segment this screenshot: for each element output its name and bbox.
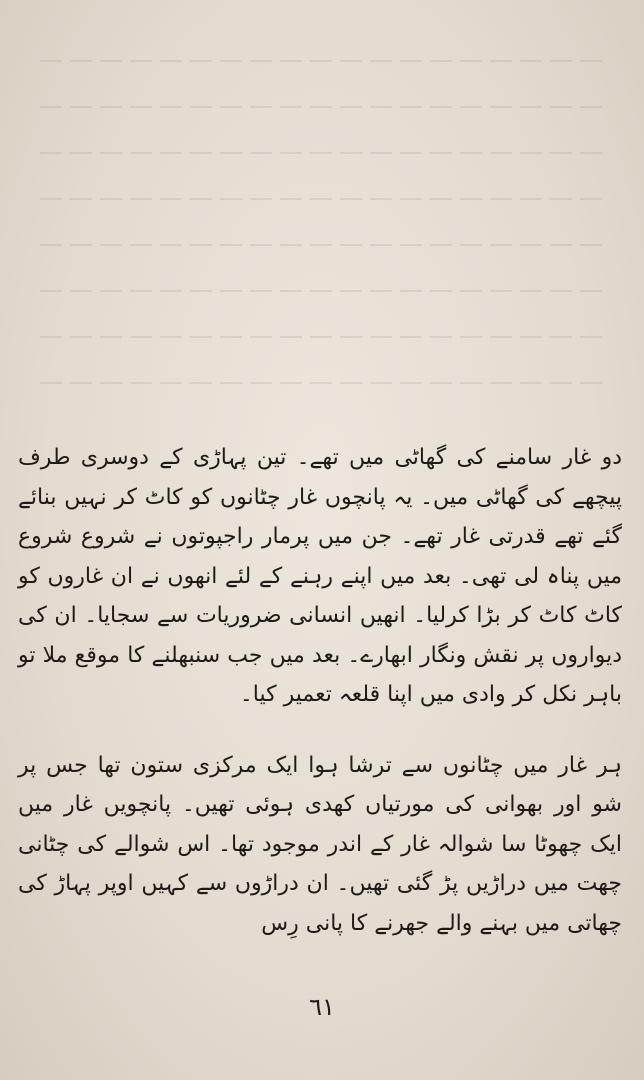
page-body <box>18 438 622 943</box>
paragraph-1: دو غار سامنے کی گھاٹی میں تھے۔ تین پہاڑی کے دوسری طرف پیچھے کی گھاٹی میں۔ یہ پانچوں غار چٹانوں کو کاٹ کر نہیں بنائے گئے تھے قدرتی غار تھے۔ جن میں پرمار راجپوتوں نے شروع شروع میں پناہ لی تھی۔ بعد میں اپنے رہنے کے لئے انھوں نے ان غاروں کو کاٹ کاٹ کر بڑا کرلیا۔ انھیں انسانی ضروریات سے سجایا۔ ان کی دیواروں پر نقش ونگار ابھارے۔ بعد میں جب سنبھلنے کا موقع ملا تو باہر نکل کر وادی میں اپنا قلعہ تعمیر کیا۔ <box>18 445 622 707</box>
page-number: ٦١ <box>309 993 335 1021</box>
show-through-text <box>40 60 610 440</box>
paragraph-2: ہر غار میں چٹانوں سے ترشا ہوا ایک مرکزی ستون تھا جس پر شو اور بھوانی کی مورتیاں کھدی ہوئی تھیں۔ پانچویں غار میں ایک چھوٹا سا شوالہ غار کے اندر موجود تھا۔ اس شوالے کی چٹانی چھت میں دراڑیں پڑ گئی تھیں۔ ان دراڑوں سے کہیں اوپر پہاڑ کی چھاتی میں بہنے والے جھرنے کا پانی رِس <box>18 752 622 936</box>
